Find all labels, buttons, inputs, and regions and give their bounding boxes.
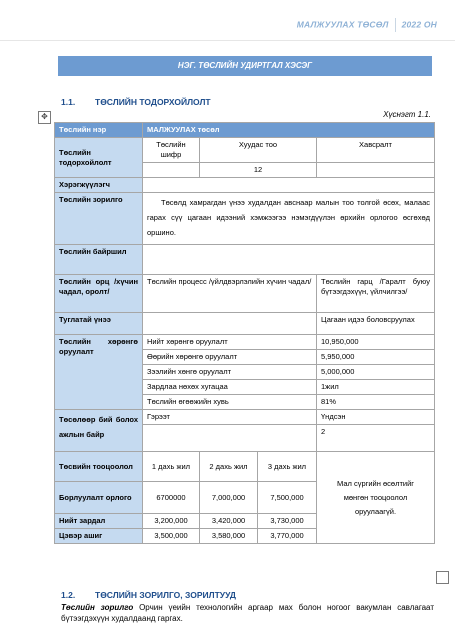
cell-calc-label: Төсвийн тооцоолол <box>55 452 143 482</box>
cell-year-2: 2 дахь жил <box>200 452 258 482</box>
header-separator <box>395 18 396 32</box>
subsection-number: 1.1. <box>61 97 76 107</box>
cell-fund-value: 81% <box>317 395 435 410</box>
cell-fund-value: 5,950,000 <box>317 350 435 365</box>
cell-raw-label: Туглатай үнээ <box>55 313 143 335</box>
cell-io-label: Төслийн орц /хүчин чадал, оролт/ <box>55 275 143 313</box>
subsection-title: ТӨСЛИЙН ЗОРИЛГО, ЗОРИЛТУУД <box>95 590 236 600</box>
cell-profit-y2: 3,580,000 <box>200 529 258 544</box>
cell-fund-key: Зардлаа нөхөх хугацаа <box>143 380 317 395</box>
header-rule <box>0 40 455 41</box>
cell-empty <box>317 163 435 178</box>
table-resize-handle[interactable] <box>436 571 449 584</box>
table-row-raw <box>55 313 435 335</box>
cell-year-3: 3 дахь жил <box>258 452 317 482</box>
table-row-definition <box>55 138 435 163</box>
paragraph-lead: Төслийн зорилго <box>61 603 134 612</box>
cell-exec-value <box>143 178 435 193</box>
cell-empty <box>143 425 317 452</box>
cell-fund-label: Төслийн хөрөнгө оруулалт <box>55 335 143 410</box>
cell-def-label: Төслийн тодорхойлолт <box>55 138 143 178</box>
header-year: 2022 ОН <box>401 19 437 30</box>
cell-sales-y2: 7,000,000 <box>200 482 258 514</box>
cell-goal-label: Төслийн зорилго <box>55 193 143 245</box>
table-caption: Хүснэгт 1.1. <box>383 110 431 119</box>
cell-def-code: Төслийн шифр <box>143 138 200 163</box>
table-move-handle-icon[interactable]: ✥ <box>38 111 51 124</box>
cell-profit-y1: 3,500,000 <box>143 529 200 544</box>
cell-cost-label: Нийт зардал <box>55 514 143 529</box>
cell-exec-label: Хэрэгжүүлэгч <box>55 178 143 193</box>
section-title: НЭГ. ТӨСЛИЙН УДИРТГАЛ ХЭСЭГ <box>58 56 432 76</box>
cell-fund-key: Зээлийн хөнгө оруулалт <box>143 365 317 380</box>
table-row-fund <box>55 335 435 350</box>
cell-name-label: Төслийн нэр <box>55 123 143 138</box>
paragraph-text: Орчин үеийн технологийн аргаар мах болон ногоог вакумлан савлагаат бүтээгдэхүүн худалдаанд гаргах. <box>61 603 434 623</box>
cell-fund-value: 10,950,000 <box>317 335 435 350</box>
cell-raw-output: Цагаан идээ боловсруулах <box>317 313 435 335</box>
cell-fund-key: Өөрийн хөрөнгө оруулалт <box>143 350 317 365</box>
table-row-location <box>55 245 435 275</box>
cell-cost-y1: 3,200,000 <box>143 514 200 529</box>
cell-jobs-permanent: Үндсэн <box>317 410 435 425</box>
cell-loc-label: Төслийн байршил <box>55 245 143 275</box>
subsection-heading-2 <box>61 590 236 600</box>
table-row-executor <box>55 178 435 193</box>
cell-def-appendix: Хавсралт <box>317 138 435 163</box>
subsection-number: 1.2. <box>61 590 76 600</box>
cell-jobs-label: Төсөлөөр бий болох ажлын байр <box>55 410 143 452</box>
cell-fund-value: 1жил <box>317 380 435 395</box>
table-row-goal <box>55 193 435 245</box>
cell-jobs-count: 2 <box>317 425 435 452</box>
subsection-title: ТӨСЛИЙН ТОДОРХОЙЛОЛТ <box>95 97 211 107</box>
cell-def-pages-head: Хуудас тоо <box>200 138 317 163</box>
cell-year-1: 1 дахь жил <box>143 452 200 482</box>
cell-fund-key: Төслийн өгөөжийн хувь <box>143 395 317 410</box>
subsection-heading-1 <box>61 97 211 107</box>
table-row-inputs <box>55 275 435 313</box>
cell-calc-note: Мал сүргийн өсөлтийг мөнгөн тооцоолол оруулаагүй. <box>317 452 435 544</box>
cell-sales-y1: 6700000 <box>143 482 200 514</box>
cell-name-value: МАЛЖУУЛАХ төсөл <box>143 123 435 138</box>
cell-profit-label: Цэвэр ашиг <box>55 529 143 544</box>
cell-empty <box>143 313 317 335</box>
cell-loc-value <box>143 245 435 275</box>
cell-fund-key: Нийт хөрөнгө оруулалт <box>143 335 317 350</box>
cell-goal-text: Төсөлд хамрагдан үнээ худалдан авснаар малын тоо толгой өсөх, малаас гарах сүү цагаан идээний хэмжээгээ нэмэгдүүлэн өрхийн орлогоо өсгөхөд оршино. <box>143 193 435 245</box>
header-brand: МАЛЖУУЛАХ ТӨСӨЛ <box>296 19 389 30</box>
cell-fund-value: 5,000,000 <box>317 365 435 380</box>
cell-cost-y3: 3,730,000 <box>258 514 317 529</box>
cell-empty <box>143 163 200 178</box>
goal-paragraph <box>61 602 434 624</box>
table-row-budget-head <box>55 452 435 482</box>
project-definition-table <box>54 122 435 544</box>
cell-io-output: Төслийн гарц /Гаралт буюу бүтээгдэхүүн, үйлчилгээ/ <box>317 275 435 313</box>
cell-jobs-contract: Гэрээт <box>143 410 317 425</box>
cell-io-process: Төслийн процесс /үйлдвэрлэлийн хүчин чадал/ <box>143 275 317 313</box>
table-row-jobs <box>55 410 435 425</box>
cell-cost-y2: 3,420,000 <box>200 514 258 529</box>
cell-def-pages: 12 <box>200 163 317 178</box>
page-header <box>297 18 437 32</box>
cell-sales-label: Борлуулалт орлого <box>55 482 143 514</box>
cell-profit-y3: 3,770,000 <box>258 529 317 544</box>
table-row-name <box>55 123 435 138</box>
cell-sales-y3: 7,500,000 <box>258 482 317 514</box>
